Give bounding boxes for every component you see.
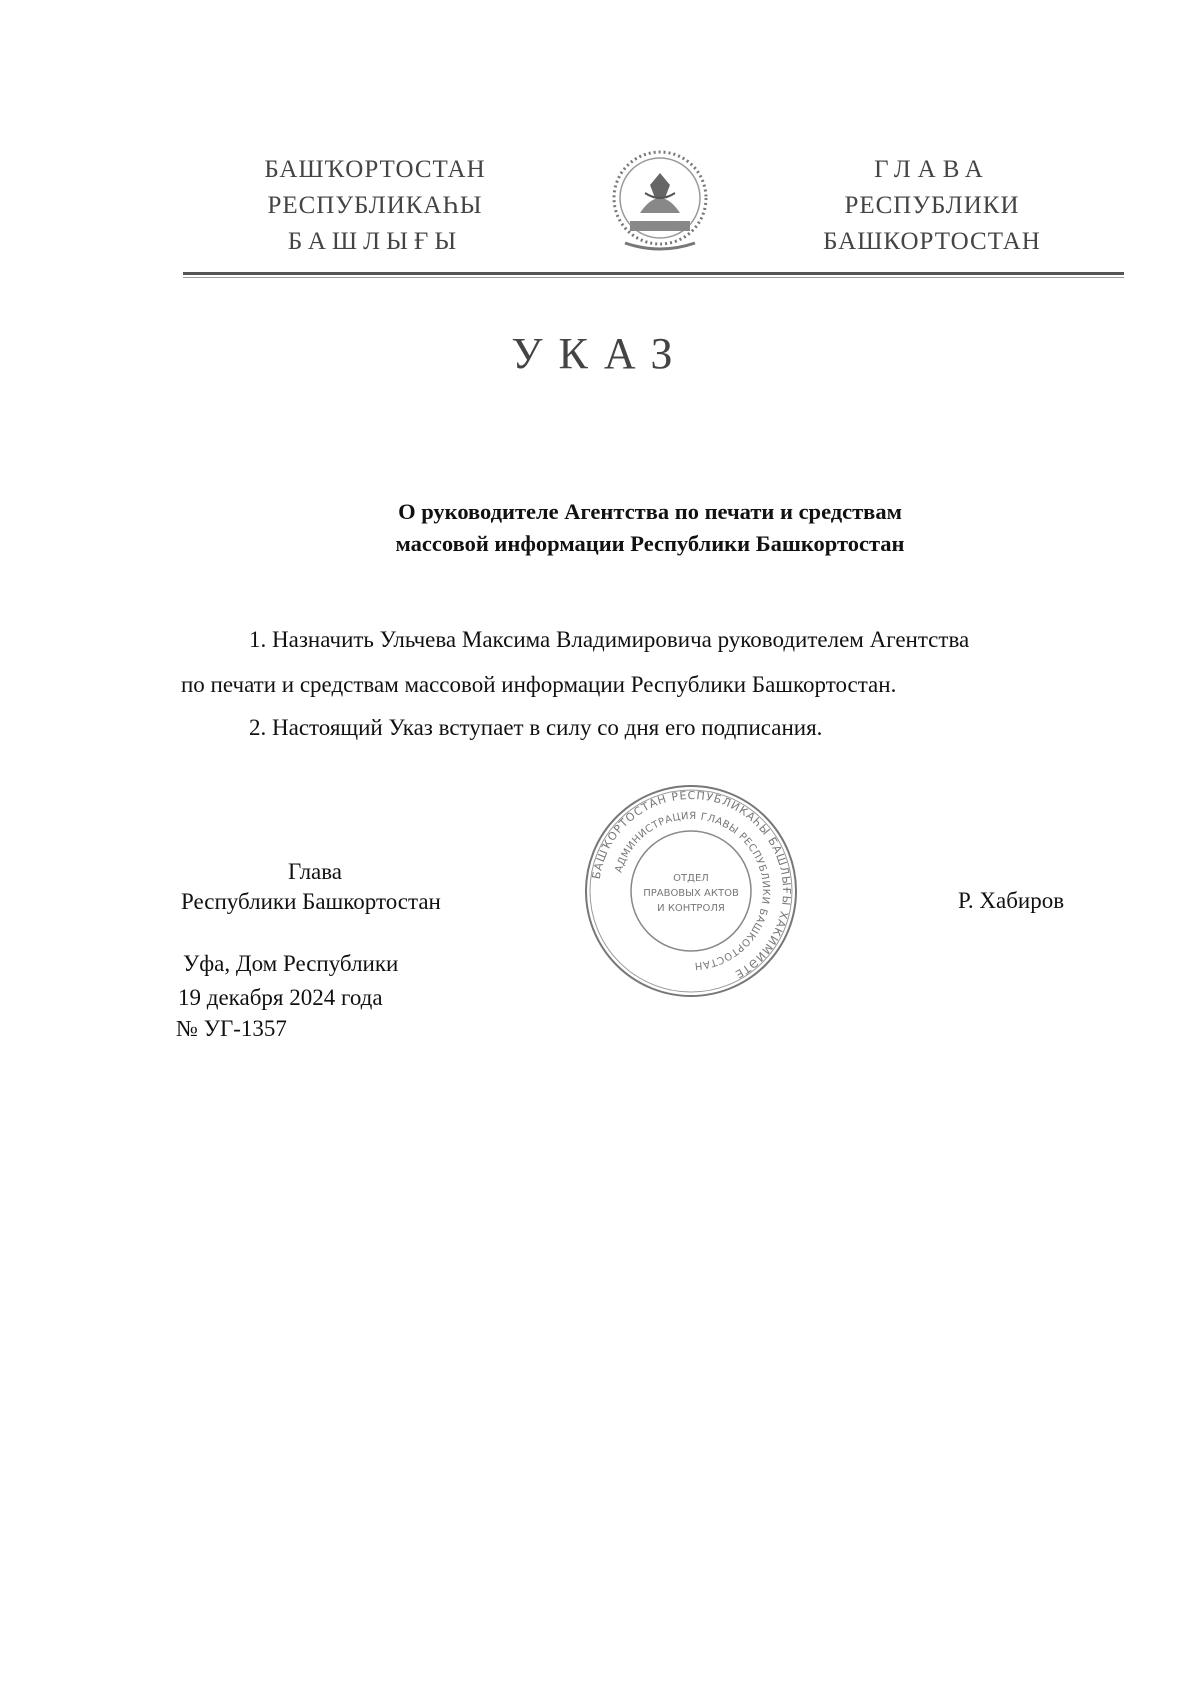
header-bashkir-line-3: БАШЛЫҒЫ bbox=[287, 228, 463, 255]
paragraph-1-line-1: 1. Назначить Ульчева Максима Владимировича руководителем Агентства bbox=[249, 627, 970, 652]
signatory-title-line-2: Республики Башкортостан bbox=[181, 889, 441, 914]
header-russian-line-1: ГЛАВА bbox=[874, 156, 990, 183]
signatory-title-line-1: Глава bbox=[288, 859, 343, 884]
header-russian bbox=[792, 152, 1072, 260]
header-divider bbox=[183, 272, 1124, 275]
header-russian-line-3: БАШКОРТОСТАН bbox=[823, 228, 1041, 255]
header-bashkir-line-1: БАШҠОРТОСТАН bbox=[264, 156, 486, 183]
stamp-center-line-2: ПРАВОВЫХ АКТОВ bbox=[643, 888, 739, 899]
issue-place: Уфа, Дом Республики bbox=[183, 951, 399, 976]
subject-line-1: О руководителе Агентства по печати и средствам bbox=[398, 499, 902, 524]
paragraph-2: 2. Настоящий Указ вступает в силу со дня его подписания. bbox=[249, 715, 823, 740]
stamp-inner-text: АДМИНИСТРАЦИЯ ГЛАВЫ РЕСПУБЛИКИ БАШКОРТОСТАН bbox=[613, 810, 772, 972]
stamp-outer-text: БАШҠОРТОСТАН РЕСПУБЛИКАҺЫ БАШЛЫҒЫ ХАКИМИӘТЕ bbox=[589, 788, 794, 982]
signer-name: Р. Хабиров bbox=[958, 888, 1065, 913]
decree-number: № УГ-1357 bbox=[176, 1016, 287, 1041]
header-divider-thin bbox=[183, 277, 1124, 278]
official-stamp bbox=[581, 781, 801, 1001]
issue-date: 19 декабря 2024 года bbox=[178, 985, 383, 1010]
header-russian-line-2: РЕСПУБЛИКИ bbox=[844, 192, 1020, 219]
subject-line-2: массовой информации Республики Башкортостан bbox=[395, 531, 905, 556]
republic-emblem bbox=[605, 143, 715, 263]
decree-title: УКАЗ bbox=[511, 329, 689, 378]
header-bashkir-line-2: РЕСПУБЛИКАҺЫ bbox=[267, 192, 483, 219]
decree-subject bbox=[300, 496, 1000, 560]
stamp-center-line-3: И КОНТРОЛЯ bbox=[657, 903, 725, 914]
paragraph-1-line-2: по печати и средствам массовой информации Республики Башкортостан. bbox=[181, 672, 897, 697]
header-bashkir bbox=[235, 152, 515, 260]
stamp-center-line-1: ОТДЕЛ bbox=[673, 873, 709, 884]
